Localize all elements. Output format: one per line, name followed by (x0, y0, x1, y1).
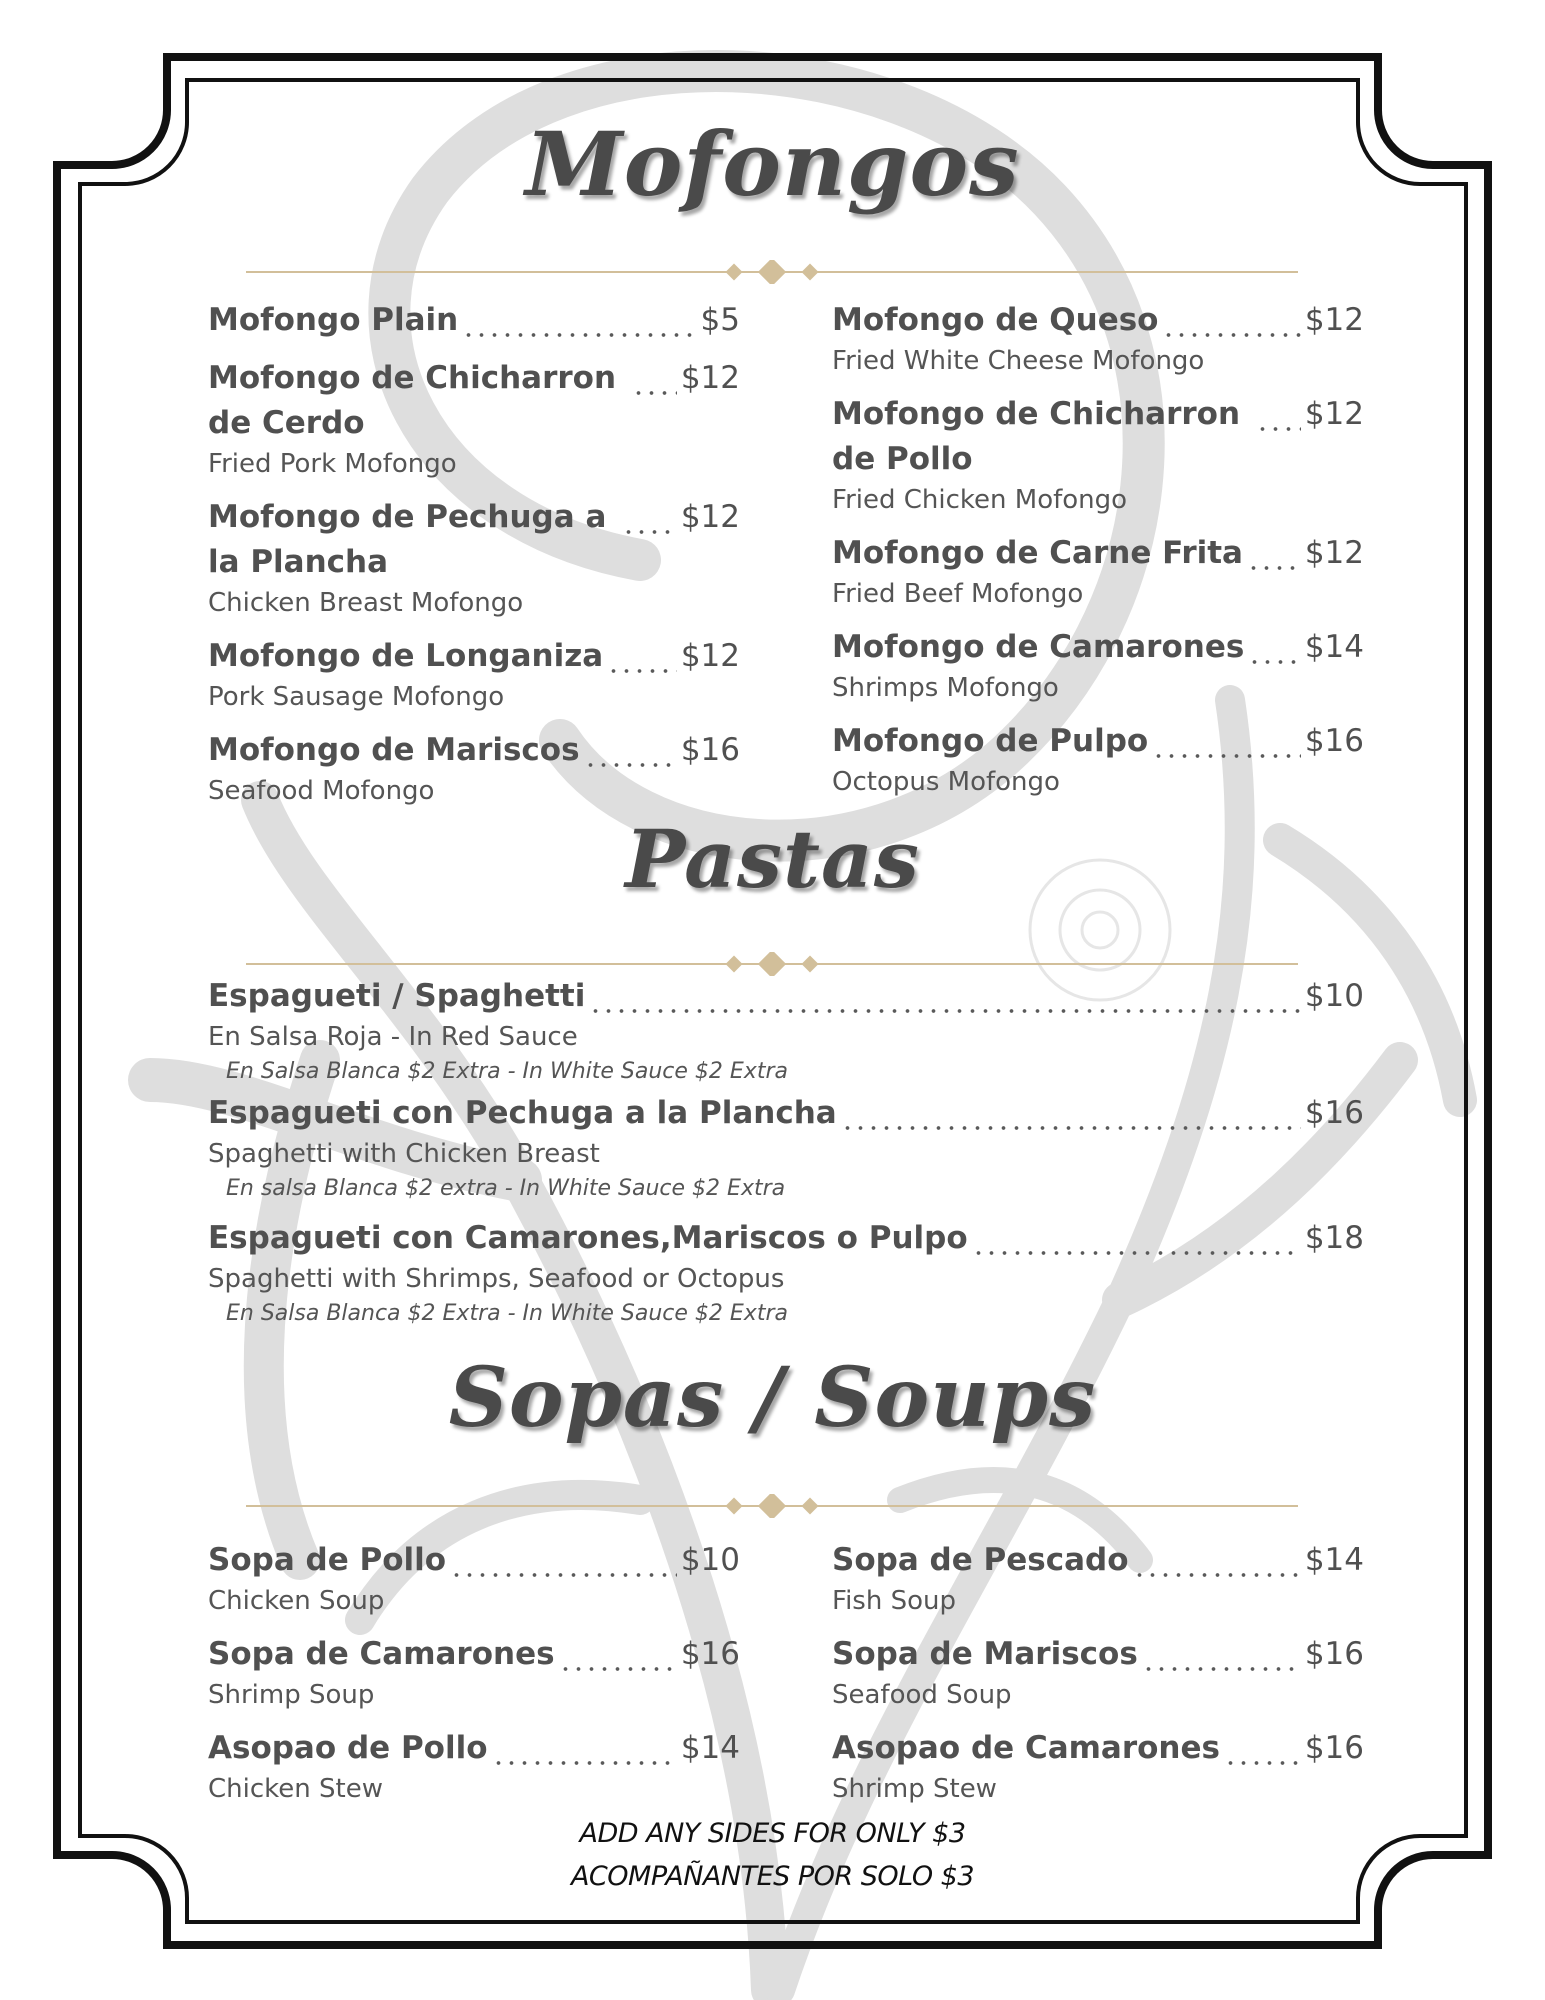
item-price: $12 (1304, 535, 1364, 571)
item-description: En Salsa Roja - In Red Sauce (208, 1022, 578, 1052)
item-price: $16 (1304, 1636, 1364, 1672)
menu-item (832, 392, 1364, 518)
item-price: $12 (680, 499, 740, 535)
item-price: $16 (1304, 1730, 1364, 1766)
item-name: Asopao de Pollo (208, 1730, 488, 1766)
item-note: En Salsa Blanca $2 Extra - In White Sauce $2 Extra (226, 1301, 788, 1326)
item-name: Espagueti / Spaghetti (208, 978, 586, 1014)
item-price: $14 (1304, 1542, 1364, 1578)
item-price: $14 (1304, 629, 1364, 665)
menu-item (832, 719, 1364, 800)
dot-leader (1256, 402, 1301, 432)
footer-sides-note (0, 1812, 1545, 1898)
item-name: Mofongo de Chicharron de Cerdo (208, 360, 617, 441)
dot-leader (1152, 729, 1301, 759)
item-description: Spaghetti with Chicken Breast (208, 1139, 600, 1169)
item-description: Shrimps Mofongo (832, 673, 1059, 703)
soups-left-column (208, 1538, 740, 1820)
item-description: Shrimp Soup (208, 1680, 375, 1710)
mofongos-left-column (208, 298, 740, 822)
dot-leader (1224, 1736, 1301, 1766)
menu-item (208, 974, 1364, 1089)
item-description: Shrimp Stew (832, 1774, 997, 1804)
menu-item (208, 495, 740, 621)
dot-leader (492, 1736, 677, 1766)
item-description: Fried Chicken Mofongo (832, 485, 1128, 515)
item-price: $16 (680, 1636, 740, 1672)
dot-leader (450, 1548, 677, 1578)
item-name: Mofongo de Carne Frita (832, 535, 1243, 571)
item-description: Seafood Soup (832, 1680, 1012, 1710)
menu-item (832, 1632, 1364, 1713)
footer-line-english: ADD ANY SIDES FOR ONLY $3 (579, 1818, 966, 1849)
dot-leader (462, 308, 696, 338)
dot-leader (1142, 1642, 1301, 1672)
item-price: $16 (1304, 723, 1364, 759)
item-price: $12 (680, 638, 740, 674)
menu-item (208, 1091, 1364, 1206)
footer-line-spanish: ACOMPAÑANTES POR SOLO $3 (570, 1861, 975, 1892)
pastas-list (208, 974, 1364, 1344)
menu-item (208, 298, 740, 343)
item-note: En Salsa Blanca $2 Extra - In White Sauce $2 Extra (226, 1059, 788, 1084)
item-name: Sopa de Pollo (208, 1542, 447, 1578)
item-description: Chicken Breast Mofongo (208, 588, 524, 618)
item-name: Mofongo Plain (208, 302, 459, 338)
item-name: Espagueti con Camarones,Mariscos o Pulpo (208, 1220, 968, 1256)
section-title-mofongos: Mofongos (525, 112, 1020, 216)
item-name: Sopa de Mariscos (832, 1636, 1138, 1672)
menu-item (208, 1726, 740, 1807)
item-name: Mofongo de Queso (832, 302, 1159, 338)
section-title-pastas: Pastas (625, 812, 920, 906)
menu-item (208, 728, 740, 809)
item-description: Chicken Soup (208, 1586, 385, 1616)
soups-right-column (832, 1538, 1364, 1820)
item-name: Mofongo de Camarones (832, 629, 1245, 665)
item-description: Chicken Stew (208, 1774, 383, 1804)
item-price: $12 (680, 360, 740, 396)
item-name: Mofongo de Longaniza (208, 638, 604, 674)
dot-leader (584, 738, 677, 768)
menu-item (208, 1216, 1364, 1331)
dot-leader (1248, 635, 1301, 665)
dot-leader (972, 1226, 1301, 1256)
item-price: $12 (1304, 396, 1364, 432)
item-price: $18 (1304, 1220, 1364, 1256)
item-name: Espagueti con Pechuga a la Plancha (208, 1095, 837, 1131)
item-name: Asopao de Camarones (832, 1730, 1220, 1766)
item-price: $5 (700, 302, 740, 338)
item-name: Mofongo de Pechuga a la Plancha (208, 499, 607, 580)
item-name: Mofongo de Mariscos (208, 732, 580, 768)
item-description: Seafood Mofongo (208, 776, 435, 806)
menu-item (208, 1538, 740, 1619)
menu-item (208, 634, 740, 715)
menu-item (208, 1632, 740, 1713)
item-price: $12 (1304, 302, 1364, 338)
item-price: $10 (680, 1542, 740, 1578)
menu-item (832, 298, 1364, 379)
dot-leader (589, 984, 1300, 1014)
item-price: $16 (1304, 1095, 1364, 1131)
item-name: Sopa de Pescado (832, 1542, 1129, 1578)
dot-leader (559, 1642, 677, 1672)
item-price: $16 (680, 732, 740, 768)
item-name: Sopa de Camarones (208, 1636, 555, 1672)
item-description: Fried Pork Mofongo (208, 449, 457, 479)
ornamental-divider (246, 260, 1298, 284)
menu-item (208, 356, 740, 482)
dot-leader (622, 505, 677, 535)
item-name: Mofongo de Chicharron de Pollo (832, 396, 1241, 477)
menu-item (832, 1538, 1364, 1619)
item-description: Spaghetti with Shrimps, Seafood or Octopus (208, 1264, 785, 1294)
item-price: $10 (1304, 978, 1364, 1014)
item-description: Octopus Mofongo (832, 767, 1060, 797)
dot-leader (1247, 541, 1301, 571)
dot-leader (841, 1101, 1301, 1131)
item-description: Fish Soup (832, 1586, 956, 1616)
dot-leader (607, 644, 677, 674)
section-title-soups: Sopas / Soups (448, 1350, 1097, 1446)
menu-item (832, 531, 1364, 612)
item-name: Mofongo de Pulpo (832, 723, 1149, 759)
ornamental-divider (246, 1494, 1298, 1518)
item-description: Fried White Cheese Mofongo (832, 346, 1205, 376)
dot-leader (1162, 308, 1300, 338)
item-note: En salsa Blanca $2 extra - In White Sauce $2 Extra (226, 1176, 786, 1201)
dot-leader (632, 366, 677, 396)
item-description: Fried Beef Mofongo (832, 579, 1084, 609)
mofongos-right-column (832, 298, 1364, 813)
ornamental-divider (246, 952, 1298, 976)
dot-leader (1133, 1548, 1301, 1578)
item-price: $14 (680, 1730, 740, 1766)
menu-item (832, 625, 1364, 706)
item-description: Pork Sausage Mofongo (208, 682, 505, 712)
menu-item (832, 1726, 1364, 1807)
